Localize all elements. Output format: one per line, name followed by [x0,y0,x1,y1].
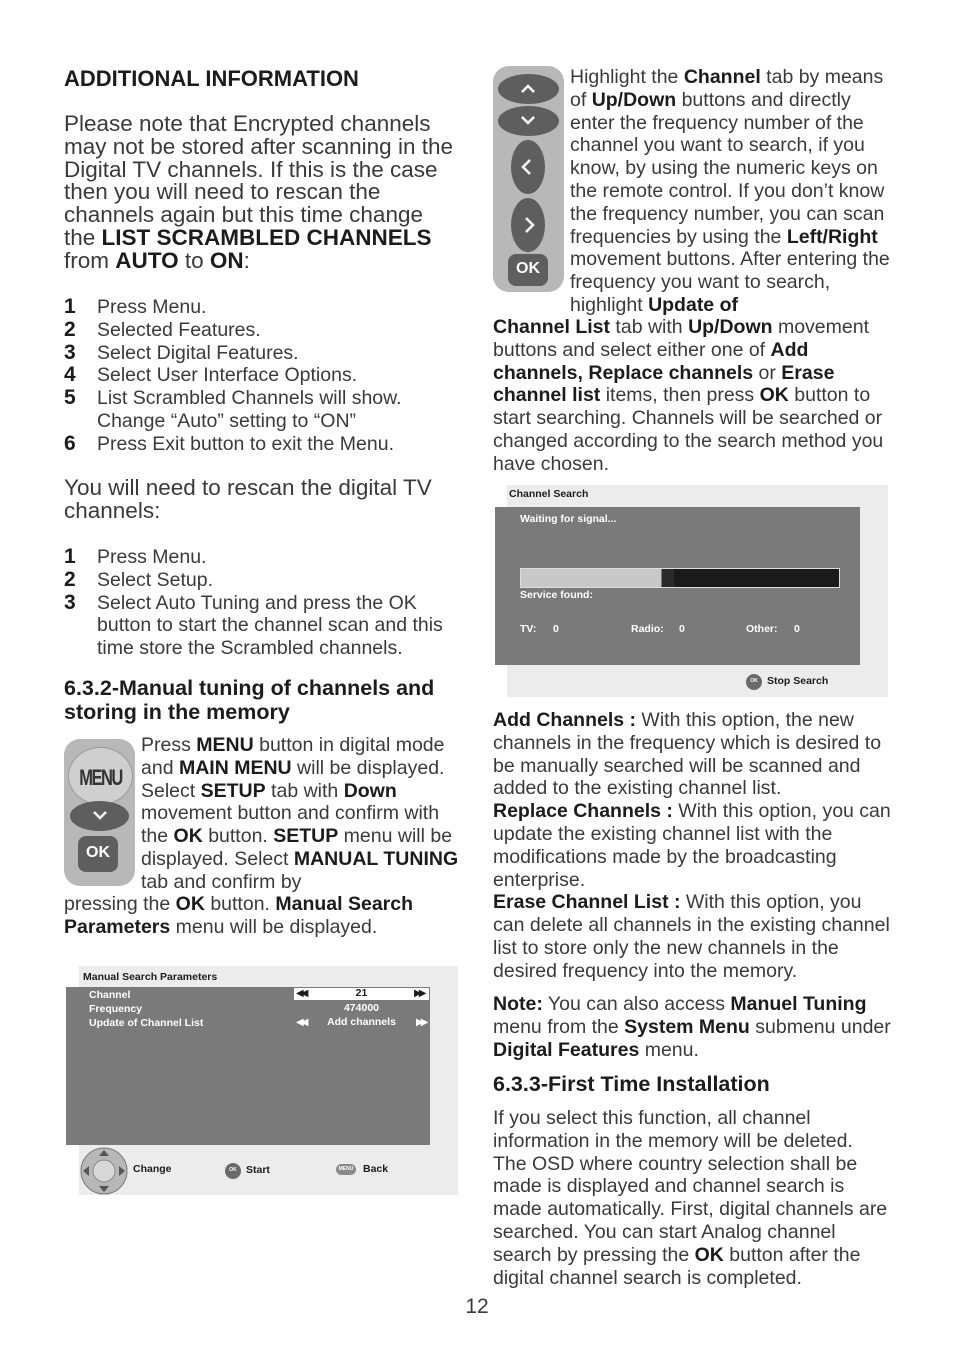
legend-back: Back [363,1163,389,1175]
legend-start: Start [246,1164,270,1176]
channel-tab-paragraph-b: Channel List tab with Up/Down movement buttons and select either one of Add channels, Replace channels or Erase channel list items, then press OK button to start searching. Channels will be searched or changed according to the search method you have chosen. [493,316,884,475]
osd-tv-label: TV: [520,623,537,635]
list-item: 3 Select Auto Tuning and press the OK button to start the channel scan and this time store the Scrambled channels. [64,590,443,660]
osd-title: Channel Search [509,488,589,500]
progress-bar [520,568,840,588]
remote-nav-graphic [493,66,564,292]
ok-button-icon: OK [508,254,548,286]
page-number: 12 [465,1295,489,1318]
ok-icon: OK [746,674,762,690]
channel-tab-paragraph-a: Highlight the Channel tab by means of Up/Down buttons and directly enter the frequency number of the channel you want to search, if you know, by using the numeric keys on the remote control. If you don’t know the frequency number, you can scan frequencies by using the Left/Right movement buttons. After entering the frequency you want to search, highlight Update of [570,66,890,316]
legend-change: Change [133,1163,172,1175]
forward-arrows-icon: ▶▶ [414,988,424,999]
list-item: 1 Press Menu. [64,295,207,318]
ok-button-icon: OK [78,836,118,872]
menu-button-icon: MENU [68,747,133,805]
osd-radio-value: 0 [679,623,685,635]
options-block [493,709,891,983]
steps-list-scrambled [64,296,460,456]
osd-channel-selector[interactable]: ◀◀ 21 ▶▶ [294,988,429,1000]
replace-channels-paragraph: Replace Channels : With this option, you can update the existing channel list with the modifications made by the broadcasting enterprise. [493,800,891,891]
osd-service-found: Service found: [520,589,593,601]
forward-arrows-icon: ▶▶ [416,1017,426,1028]
menu-icon: MENU [336,1164,356,1175]
list-item: 2 Select Setup. [64,567,213,591]
right-button-icon [511,198,545,252]
rescan-paragraph: You will need to rescan the digital TV channels: [64,475,432,523]
osd-other-label: Other: [746,623,778,635]
down-button-icon [498,106,559,136]
erase-channel-list-paragraph: Erase Channel List : With this option, you can delete all channels in the existing channel list to store only the new channels in the desired frequency into the memory. [493,891,890,982]
manual-tuning-paragraph-b: pressing the OK button. Manual Search Parameters menu will be displayed. [64,893,414,938]
down-button-icon [70,801,129,831]
chevron-right-icon [522,216,536,234]
osd-other-value: 0 [794,623,800,635]
left-button-icon [511,140,545,194]
first-time-installation-paragraph: If you select this function, all channel information in the memory will be deleted. The OSD where country selection shall be made is displayed and channel search is made automatically. First, digital channels are searched. You can start Analog channel search by pressing the OK button after the digital channel search is completed. [493,1107,888,1289]
section-heading-additional-information: ADDITIONAL INFORMATION [64,66,359,91]
legend-stop-search: Stop Search [767,675,829,687]
intro-paragraph: Please note that Encrypted channels may not be stored after scanning in the Digital TV channels. If this is the case then you will need to rescan the channels again but this time change the LIST SCRAMBLED CHANNELS from AUTO to ON: [64,111,453,273]
osd-value-update: Add channels [327,1016,396,1028]
up-button-icon [498,74,559,104]
progress-fill [521,569,661,587]
osd-label-frequency: Frequency [89,1003,143,1015]
osd-value-frequency: 474000 [343,1002,380,1014]
list-item: 6 Press Exit button to exit the Menu. [64,431,394,455]
rewind-arrows-icon: ◀◀ [296,988,306,999]
list-item: 5 List Scrambled Channels will show. Change “Auto” setting to “ON” [64,386,402,432]
list-item: 3 Select Digital Features. [64,340,299,364]
osd-tv-value: 0 [553,623,559,635]
rewind-arrows-icon: ◀◀ [296,1017,306,1028]
section-heading-first-time-installation: 6.3.3-First Time Installation [493,1072,770,1096]
remote-menu-graphic [64,739,135,886]
list-item: 2 Selected Features. [64,317,261,341]
list-item: 1 Press Menu. [64,545,207,568]
osd-panel [495,507,860,665]
osd-radio-label: Radio: [631,623,664,635]
osd-label-update: Update of Channel List [89,1017,204,1029]
chevron-left-icon [520,158,534,176]
dpad-icon [79,1147,129,1195]
add-channels-paragraph: Add Channels : With this option, the new channels in the frequency which is desired to be manually searched will be scanned and added to the existing channel list. [493,709,882,800]
manual-tuning-paragraph-a: Press MENU button in digital mode and MAIN MENU will be displayed. Select SETUP tab with Down movement button and confirm with the OK button. SETUP menu will be displayed. Select MANUAL TUNING tab and confirm by [141,734,459,893]
progress-marker [661,569,674,587]
osd-waiting-text: Waiting for signal... [520,513,617,525]
osd-title: Manual Search Parameters [83,971,218,983]
steps-rescan [64,546,460,660]
chevron-down-icon [92,809,108,821]
chevron-up-icon [520,83,536,95]
list-item: 4 Select User Interface Options. [64,363,358,387]
note-paragraph: Note: You can also access Manuel Tuning menu from the System Menu submenu under Digital Features menu. [493,993,891,1061]
osd-panel [66,987,430,1145]
chevron-down-icon [520,114,536,126]
osd-label-channel: Channel [89,989,131,1001]
osd-channel-search [507,485,888,697]
section-heading-manual-tuning: 6.3.2-Manual tuning of channels and storing in the memory [64,676,435,724]
ok-icon: OK [225,1163,241,1179]
osd-manual-search-parameters [79,966,458,1195]
